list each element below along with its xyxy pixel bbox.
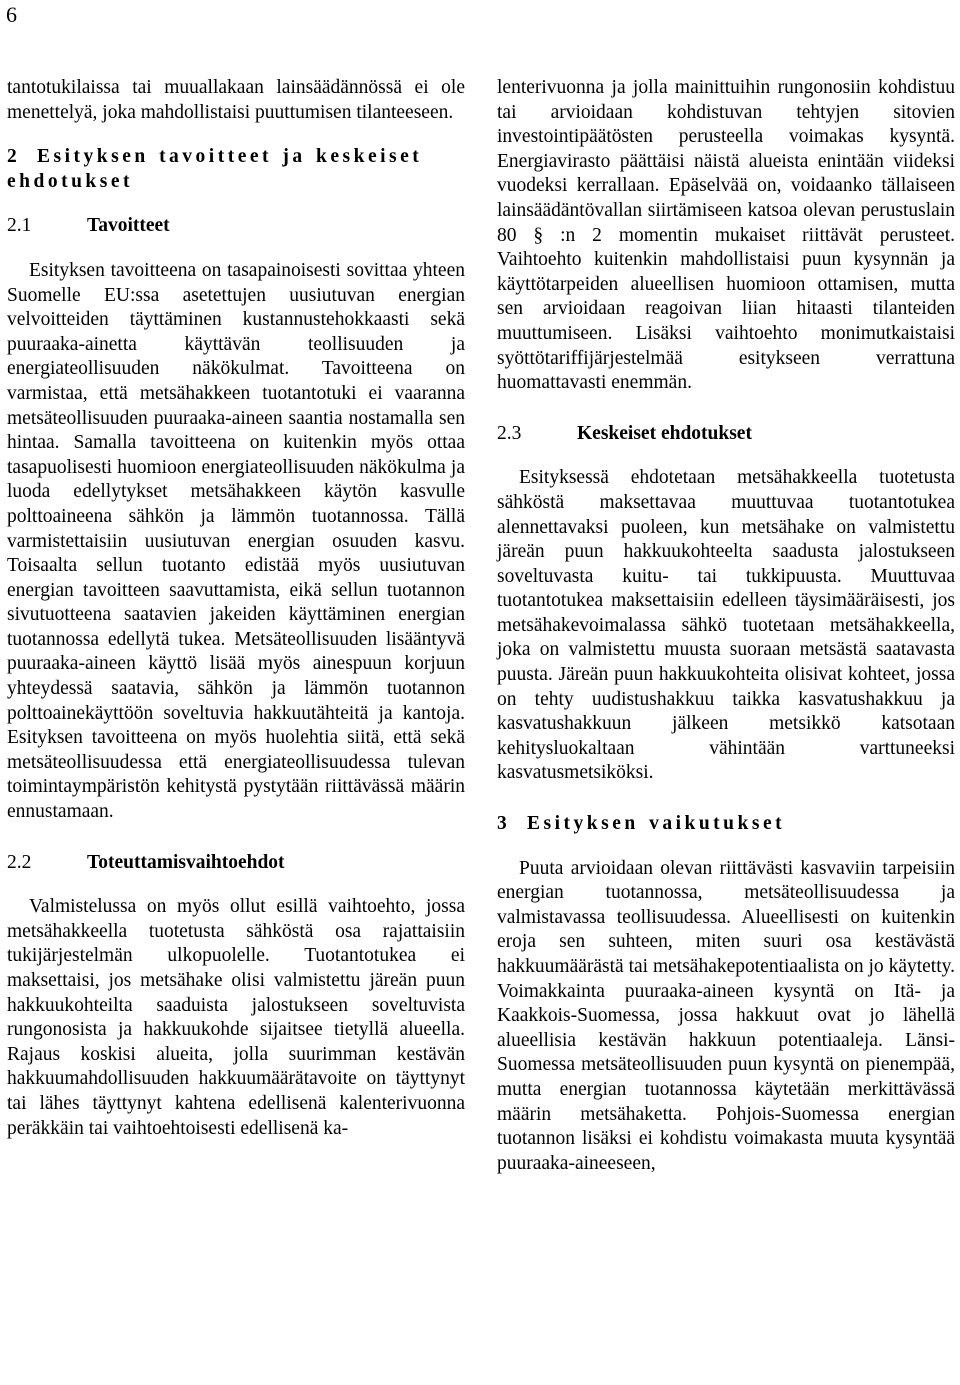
paragraph-intro: tantotukilaissa tai muuallakaan lainsäädännössä ei ole menettelyä, joka mahdollistaisi puuttumisen tilanteeseen. bbox=[7, 77, 465, 123]
section-2-2-title: Toteuttamisvaihtoehdot bbox=[87, 851, 285, 873]
section-2-1-number: 2.1 bbox=[7, 215, 32, 237]
section-2-title: Esityksen tavoitteet ja keskeiset ehdotukset bbox=[7, 146, 423, 192]
section-2-3-heading bbox=[497, 422, 955, 447]
section-2-heading bbox=[7, 145, 465, 194]
paragraph-2-2-continued: lenterivuonna ja jolla mainittuihin rungonosiin kohdistuu tai arvioidaan kohdistuvan tehtyjen sitovien investointipäätösten perusteella voimakas kysyntä. Energiavirasto päättäisi näistä alueista enintään viideksi vuodeksi kerrallaan. Epäselvää on, voidaanko tällaiseen lainsäädäntövallan siirtämiseen katsoa olevan perustuslain 80 § :n 2 momentin mukaiset riittävät perusteet. Vaihtoehto kuitenkin mahdollistaisi puun kysynnän ja käyttötarpeiden alueellisen huomioon ottamisen, mutta sen arvioidaan reagoivan liian hitaasti tilanteiden muuttumiseen. Lisäksi vaihtoehto monimutkaistaisi syöttötariffijärjestelmää esitykseen verrattuna huomattavasti enemmän. bbox=[497, 77, 955, 394]
paragraph-3: Puuta arvioidaan olevan riittävästi kasvaviin tarpeisiin energian tuotannossa, metsäteollisuudessa ja valmistavassa teollisuudessa. Alueellisesti on kuitenkin eroja sen suhteen, miten suuri osa kestävästä hakkuumäärästä tai metsähakepotentiaalista on jo käytetty. Voimakkainta puuraaka-aineen kysyntä on Itä- ja Kaakkois-Suomessa, jossa hakkuut ovat jo lähellä alueellisia kestävän hakkuun potentiaaleja. Länsi-Suomessa metsäteollisuuden puun kysyntä on pienempää, mutta energian tuotannossa käytetään merkittävässä määrin metsähaketta. Pohjois-Suomessa energian tuotannon lisäksi ei kohdistu voimakasta muuta kysyntää puuraaka-aineeseen, bbox=[497, 857, 955, 1174]
paragraph-2-1: Esityksen tavoitteena on tasapainoisesti sovittaa yhteen Suomelle EU:ssa asetettujen uusiutuvan energian velvoitteiden täyttäminen kustannustehokkaasti sekä puuraaka-ainetta käyttävän teollisuuden ja energiateollisuuden näkökulmat. Tavoitteena on varmistaa, että metsähakkeen tuotantotuki ei vaaranna metsäteollisuuden puuraaka-aineen saantia nostamalla sen hintaa. Samalla tavoitteena on kuitenkin myös ottaa tasapuolisesti huomioon energiateollisuuden näkökulma ja luoda edellytykset metsähakkeen käytön kasvulle polttoaineena sähkön ja lämmön tuotannossa. Tällä varmistettaisiin uusiutuvan energian osuuden kasvu. Toisaalta sellun tuotanto edistää myös uusiutuvan energian tavoitteen saavuttamista, eikä sellun tuotannon sivutuotteena saatavien jakeiden käyttäminen energian tuotannossa edellytä tukea. Metsäteollisuuden lisääntyvä puuraaka-aineen käyttö lisää myös ainespuun korjuun yhteydessä saatavia, sähkön ja lämmön tuotannon polttoainekäyttöön soveltuvia hakkuutähteitä ja kantoja. Esityksen tavoitteena on myös huolehtia siitä, että sekä metsäteollisuudessa että energiateollisuudessa tulevan toimintaympäristön kehitystä pystytään riittävässä määrin ennustamaan. bbox=[7, 259, 465, 823]
section-2-2-heading bbox=[7, 851, 465, 876]
left-column bbox=[7, 76, 465, 1141]
paragraph-2-3: Esityksessä ehdotetaan metsähakkeella tuotetusta sähköstä maksettavaa muuttuvaa tuotantotukea alennettavaksi puoleen, kun metsähake on valmistettu järeän puun hakkuukohteelta saadusta jalostukseen soveltuvasta kuitu- tai tukkipuusta. Muuttuvaa tuotantotukea maksettaisiin edelleen täysimääräisesti, jos metsähakevoimalassa sähkö tuotetaan metsähakkeella, joka on valmistettu muusta suoraan metsästä saatavasta puusta. Järeän puun hakkuukohteita olisivat kohteet, jossa on tehty uudistushakkuu taikka kasvatushakkuu ja kasvatushakkuun jälkeen metsikkö katsotaan kehitysluokaltaan vähintään varttuneeksi kasvatusmetsiköksi. bbox=[497, 467, 955, 784]
section-2-2-number: 2.2 bbox=[7, 851, 32, 873]
section-3-title: Esityksen vaikutukset bbox=[527, 813, 786, 835]
section-2-number: 2 bbox=[7, 146, 17, 168]
right-column bbox=[497, 76, 955, 1176]
section-3-number: 3 bbox=[497, 813, 507, 835]
section-3-heading bbox=[497, 812, 955, 837]
section-2-3-title: Keskeiset ehdotukset bbox=[577, 422, 752, 444]
section-2-3-number: 2.3 bbox=[497, 422, 522, 444]
page-number: 6 bbox=[6, 2, 17, 27]
section-2-1-title: Tavoitteet bbox=[87, 215, 170, 237]
paragraph-2-2: Valmistelussa on myös ollut esillä vaihtoehto, jossa metsähakkeella tuotetusta sähköstä osa rajattaisiin tukijärjestelmän ulkopuolelle. Tuotantotukea ei maksettaisi, jos metsähake olisi valmistettu järeän puun hakkuukohteilta saaduista jalostukseen soveltuvista rungonosista ja hakkuukohde sijaitsee tietyllä alueella. Rajaus koskisi alueita, jolla suurimman kestävän hakkuumahdollisuuden hakkuumäärätavoite on täyttynyt tai lähes täyttynyt kahtena edellisenä kalenterivuonna peräkkäin tai vaihtoehtoisesti edellisenä ka- bbox=[7, 896, 465, 1139]
section-2-1-heading bbox=[7, 214, 465, 239]
